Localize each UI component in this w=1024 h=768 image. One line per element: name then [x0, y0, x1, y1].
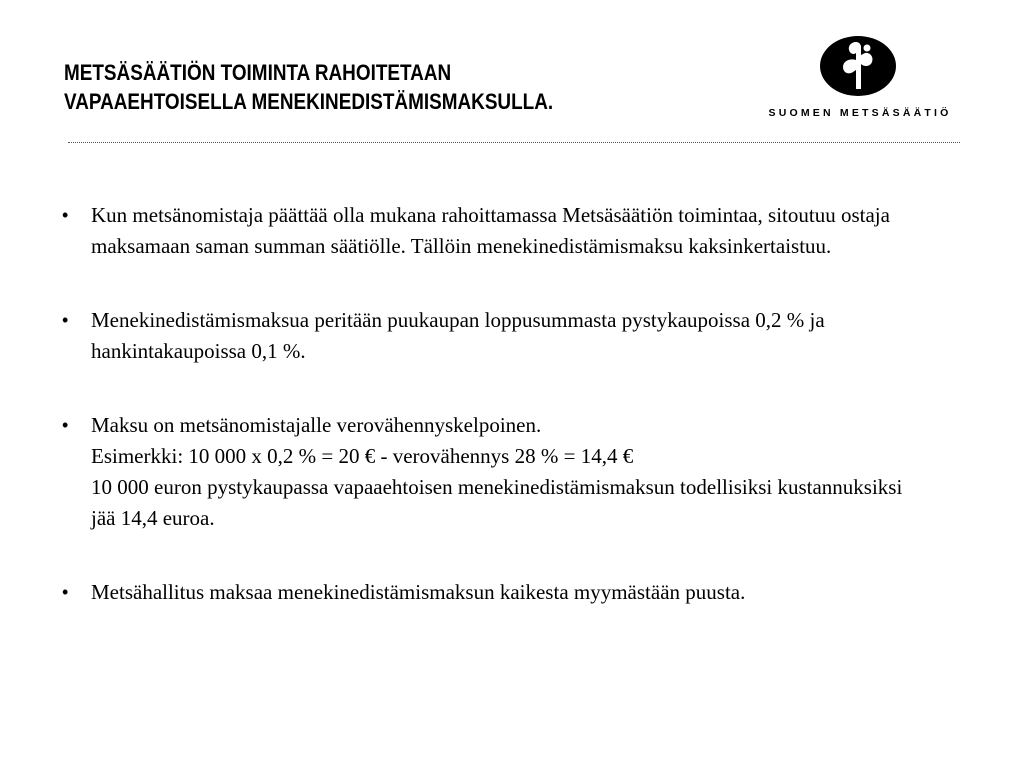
bullet-list	[62, 200, 922, 608]
example-calculation: Esimerkki: 10 000 x 0,2 % = 20 € - verovähennys 28 % = 14,4 €	[91, 444, 634, 468]
bullet-item	[62, 410, 922, 534]
title-divider	[68, 142, 960, 143]
slide-title-line-1: METSÄSÄÄTIÖN TOIMINTA RAHOITETAAN	[64, 60, 452, 85]
bullet-item	[62, 305, 922, 367]
bullet-item	[62, 200, 922, 262]
bullet-text: • Metsähallitus maksaa menekinedistämismaksun kaikesta myymästään puusta.	[91, 580, 746, 604]
bullet-text: • Menekinedistämismaksua peritään puukaupan loppusummasta pystykaupoissa 0,2 % ja hankintakaupoissa 0,1 %.	[91, 308, 825, 363]
bullet-text: • Maksu on metsänomistajalle verovähennyskelpoinen.	[91, 413, 542, 437]
slide-title-line-2: VAPAAEHTOISELLA MENEKINEDISTÄMISMAKSULLA.	[64, 89, 554, 114]
logo	[760, 34, 960, 124]
suomen-metsasaatio-logo-icon	[818, 34, 898, 98]
bullet-item	[62, 577, 922, 608]
bullet-text: • Kun metsänomistaja päättää olla mukana rahoittamassa Metsäsäätiön toimintaa, sitoutuu ostaja maksamaan saman summan säätiölle. Tällöin menekinedistämismaksu kaksinkertaistuu.	[91, 203, 890, 258]
logo-text: SUOMEN METSÄSÄÄTIÖ	[768, 107, 952, 119]
example-explanation: 10 000 euron pystykaupassa vapaaehtoisen menekinedistämismaksun todellisiksi kustannuksiksi jää 14,4 euroa.	[91, 475, 903, 530]
slide-title	[64, 58, 666, 116]
